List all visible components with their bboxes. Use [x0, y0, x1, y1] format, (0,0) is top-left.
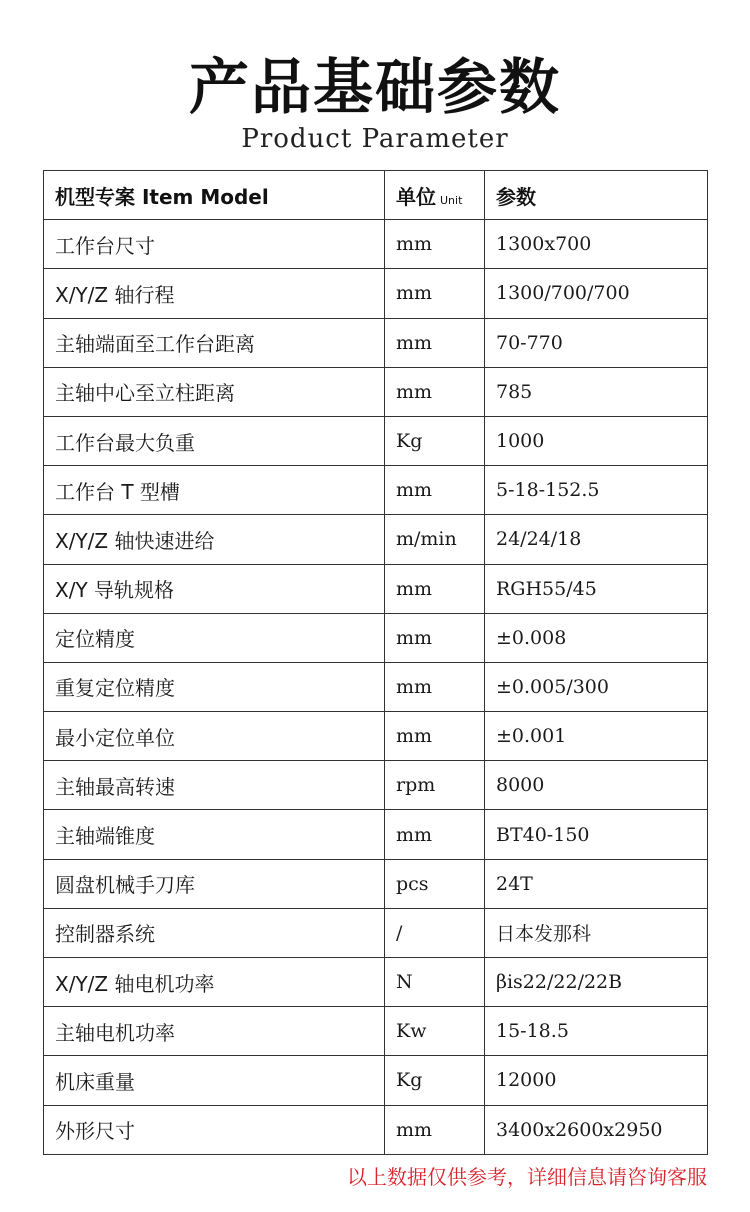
row-value: 24/24/18 — [485, 515, 708, 564]
table-row — [44, 761, 708, 810]
row-item-name: 主轴端锥度 — [44, 810, 385, 859]
row-unit: N — [385, 958, 485, 1007]
row-value: BT40-150 — [485, 810, 708, 859]
row-item-name: 工作台 T 型槽 — [44, 466, 385, 515]
table-row — [44, 662, 708, 711]
row-value: 785 — [485, 367, 708, 416]
row-item-name: 工作台尺寸 — [44, 220, 385, 269]
row-item-name: X/Y/Z 轴快速进给 — [44, 515, 385, 564]
row-unit: Kg — [385, 1056, 485, 1105]
row-unit: mm — [385, 712, 485, 761]
row-item-name: X/Y/Z 轴行程 — [44, 269, 385, 318]
row-item-name: 主轴中心至立柱距离 — [44, 367, 385, 416]
table-row — [44, 908, 708, 957]
row-value: 3400x2600x2950 — [485, 1105, 708, 1154]
table-row — [44, 220, 708, 269]
table-row — [44, 466, 708, 515]
table-row — [44, 613, 708, 662]
row-value: 日本发那科 — [485, 908, 708, 957]
header-parameter: 参数 — [485, 171, 708, 220]
row-item-name: X/Y/Z 轴电机功率 — [44, 958, 385, 1007]
row-unit: Kw — [385, 1007, 485, 1056]
row-value: 12000 — [485, 1056, 708, 1105]
table-row — [44, 318, 708, 367]
row-item-name: 定位精度 — [44, 613, 385, 662]
spec-table — [43, 170, 708, 1155]
table-header-row — [44, 171, 708, 220]
row-item-name: 外形尺寸 — [44, 1105, 385, 1154]
row-item-name: 主轴最高转速 — [44, 761, 385, 810]
row-unit: / — [385, 908, 485, 957]
page-subtitle: Product Parameter — [241, 124, 509, 154]
table-row — [44, 367, 708, 416]
row-value: 24T — [485, 859, 708, 908]
row-unit: mm — [385, 466, 485, 515]
row-unit: mm — [385, 1105, 485, 1154]
row-value: ±0.001 — [485, 712, 708, 761]
row-value: 1000 — [485, 416, 708, 465]
row-item-name: 重复定位精度 — [44, 662, 385, 711]
table-row — [44, 958, 708, 1007]
spec-table-body — [44, 220, 708, 1155]
row-value: 1300x700 — [485, 220, 708, 269]
table-row — [44, 515, 708, 564]
row-unit: m/min — [385, 515, 485, 564]
table-row — [44, 416, 708, 465]
row-unit: rpm — [385, 761, 485, 810]
table-row — [44, 1105, 708, 1154]
row-value: 8000 — [485, 761, 708, 810]
row-value: 1300/700/700 — [485, 269, 708, 318]
row-unit: pcs — [385, 859, 485, 908]
table-row — [44, 859, 708, 908]
row-value: βis22/22/22B — [485, 958, 708, 1007]
row-unit: mm — [385, 810, 485, 859]
row-item-name: 主轴电机功率 — [44, 1007, 385, 1056]
row-item-name: X/Y 导轨规格 — [44, 564, 385, 613]
table-row — [44, 712, 708, 761]
row-unit: mm — [385, 318, 485, 367]
row-value: ±0.005/300 — [485, 662, 708, 711]
row-unit: Kg — [385, 416, 485, 465]
header-item-model: 机型专案 Item Model — [44, 171, 385, 220]
row-item-name: 主轴端面至工作台距离 — [44, 318, 385, 367]
table-row — [44, 810, 708, 859]
row-unit: mm — [385, 367, 485, 416]
row-item-name: 最小定位单位 — [44, 712, 385, 761]
header-unit-main: 单位 — [396, 184, 436, 209]
page-title: 产品基础参数 — [189, 53, 561, 123]
row-unit: mm — [385, 269, 485, 318]
row-item-name: 控制器系统 — [44, 908, 385, 957]
disclaimer-note: 以上数据仅供参考，详细信息请咨询客服 — [347, 1165, 707, 1189]
row-unit: mm — [385, 662, 485, 711]
header-unit — [385, 171, 485, 220]
row-value: 5-18-152.5 — [485, 466, 708, 515]
row-item-name: 机床重量 — [44, 1056, 385, 1105]
table-row — [44, 1007, 708, 1056]
table-row — [44, 564, 708, 613]
row-value: RGH55/45 — [485, 564, 708, 613]
table-row — [44, 269, 708, 318]
row-value: 70-770 — [485, 318, 708, 367]
row-unit: mm — [385, 220, 485, 269]
row-unit: mm — [385, 564, 485, 613]
row-value: ±0.008 — [485, 613, 708, 662]
row-value: 15-18.5 — [485, 1007, 708, 1056]
row-item-name: 圆盘机械手刀库 — [44, 859, 385, 908]
row-item-name: 工作台最大负重 — [44, 416, 385, 465]
row-unit: mm — [385, 613, 485, 662]
table-row — [44, 1056, 708, 1105]
header-unit-sub: Unit — [440, 193, 463, 207]
